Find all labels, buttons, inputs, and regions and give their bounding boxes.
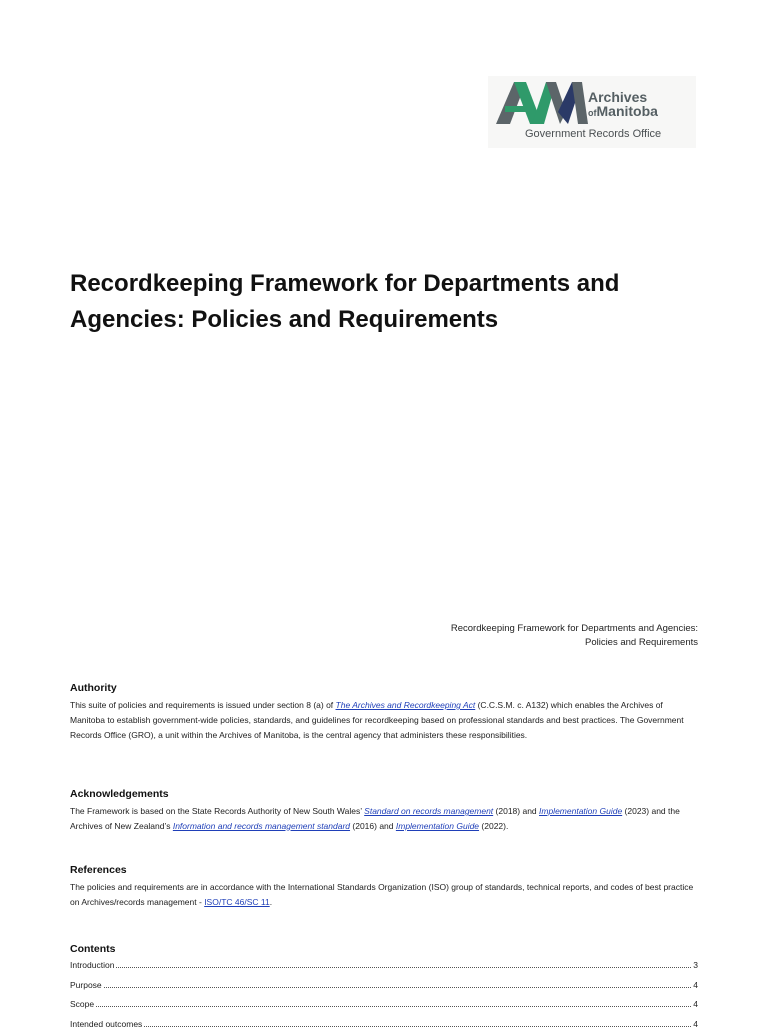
nz-implementation-guide-link[interactable]: Implementation Guide bbox=[396, 821, 479, 831]
authority-text-after: (C.C.S.M. c. A132) which enables the Archives of Manitoba to establish government-wide policies, standards, and guidelines for recordkeeping based on professional standards and best practices. The Government Records Office (GRO), a unit within the Archives of Manitoba, is the central agency that administers these responsibilities. bbox=[70, 700, 684, 740]
ack-text-4: (2016) and bbox=[350, 821, 396, 831]
logo-text-of: of bbox=[588, 108, 597, 118]
document-title bbox=[70, 266, 710, 338]
archives-of-manitoba-logo bbox=[488, 76, 696, 148]
references-section bbox=[70, 863, 698, 910]
title-line-1: Recordkeeping Framework for Departments and bbox=[70, 270, 619, 297]
toc-item-label: Scope bbox=[70, 995, 94, 1015]
logo-text-manitoba-name: Manitoba bbox=[597, 103, 658, 119]
toc-leader-dots bbox=[96, 1006, 691, 1007]
toc-item-scope[interactable] bbox=[70, 995, 698, 1015]
toc-item-label: Purpose bbox=[70, 976, 102, 996]
toc-item-intended-outcomes[interactable] bbox=[70, 1015, 698, 1034]
archives-act-link[interactable]: The Archives and Recordkeeping Act bbox=[336, 700, 476, 710]
toc-leader-dots bbox=[144, 1026, 691, 1027]
ack-text-1: The Framework is based on the State Records Authority of New South Wales’ bbox=[70, 806, 364, 816]
authority-section bbox=[70, 681, 698, 742]
acknowledgements-section bbox=[70, 787, 698, 834]
toc-item-label: Intended outcomes bbox=[70, 1015, 142, 1034]
am-monogram-icon bbox=[496, 82, 588, 126]
title-line-2: Agencies: Policies and Requirements bbox=[70, 306, 498, 333]
contents-heading: Contents bbox=[70, 942, 698, 956]
nz-standard-link[interactable]: Information and records management standard bbox=[173, 821, 350, 831]
references-heading: References bbox=[70, 863, 698, 877]
nsw-standard-link[interactable]: Standard on records management bbox=[364, 806, 493, 816]
references-end: . bbox=[270, 897, 272, 907]
iso-tc46-link[interactable]: ISO/TC 46/SC 11 bbox=[204, 897, 270, 907]
toc-leader-dots bbox=[104, 987, 692, 988]
logo-text-manitoba bbox=[588, 103, 658, 119]
ack-text-3: (2023) and the Archives of New Zealand’s bbox=[70, 806, 680, 831]
toc-item-purpose[interactable] bbox=[70, 976, 698, 996]
toc-item-page: 4 bbox=[693, 1015, 698, 1034]
authority-heading: Authority bbox=[70, 681, 698, 695]
logo-text-archives: Archives bbox=[588, 89, 647, 105]
contents-section bbox=[70, 942, 698, 1034]
references-paragraph bbox=[70, 880, 698, 910]
ack-text-5: (2022). bbox=[479, 821, 508, 831]
nsw-implementation-guide-link[interactable]: Implementation Guide bbox=[539, 806, 622, 816]
toc-item-label: Introduction bbox=[70, 956, 114, 976]
authority-paragraph bbox=[70, 698, 698, 742]
logo-subtitle: Government Records Office bbox=[525, 128, 661, 140]
toc-item-page: 4 bbox=[693, 995, 698, 1015]
toc-item-page: 4 bbox=[693, 976, 698, 996]
authority-text-before: This suite of policies and requirements is issued under section 8 (a) of bbox=[70, 700, 336, 710]
toc-leader-dots bbox=[116, 967, 691, 968]
acknowledgements-paragraph bbox=[70, 804, 698, 834]
references-text: The policies and requirements are in accordance with the International Standards Organization (ISO) group of standards, technical reports, and codes of best practice on Archives/records management - bbox=[70, 882, 693, 907]
running-header-line-1: Recordkeeping Framework for Departments and Agencies: bbox=[338, 622, 698, 636]
toc-item-introduction[interactable] bbox=[70, 956, 698, 976]
toc-item-page: 3 bbox=[693, 956, 698, 976]
ack-text-2: (2018) and bbox=[493, 806, 539, 816]
acknowledgements-heading: Acknowledgements bbox=[70, 787, 698, 801]
running-header-line-2: Policies and Requirements bbox=[338, 636, 698, 650]
running-header bbox=[338, 622, 698, 650]
